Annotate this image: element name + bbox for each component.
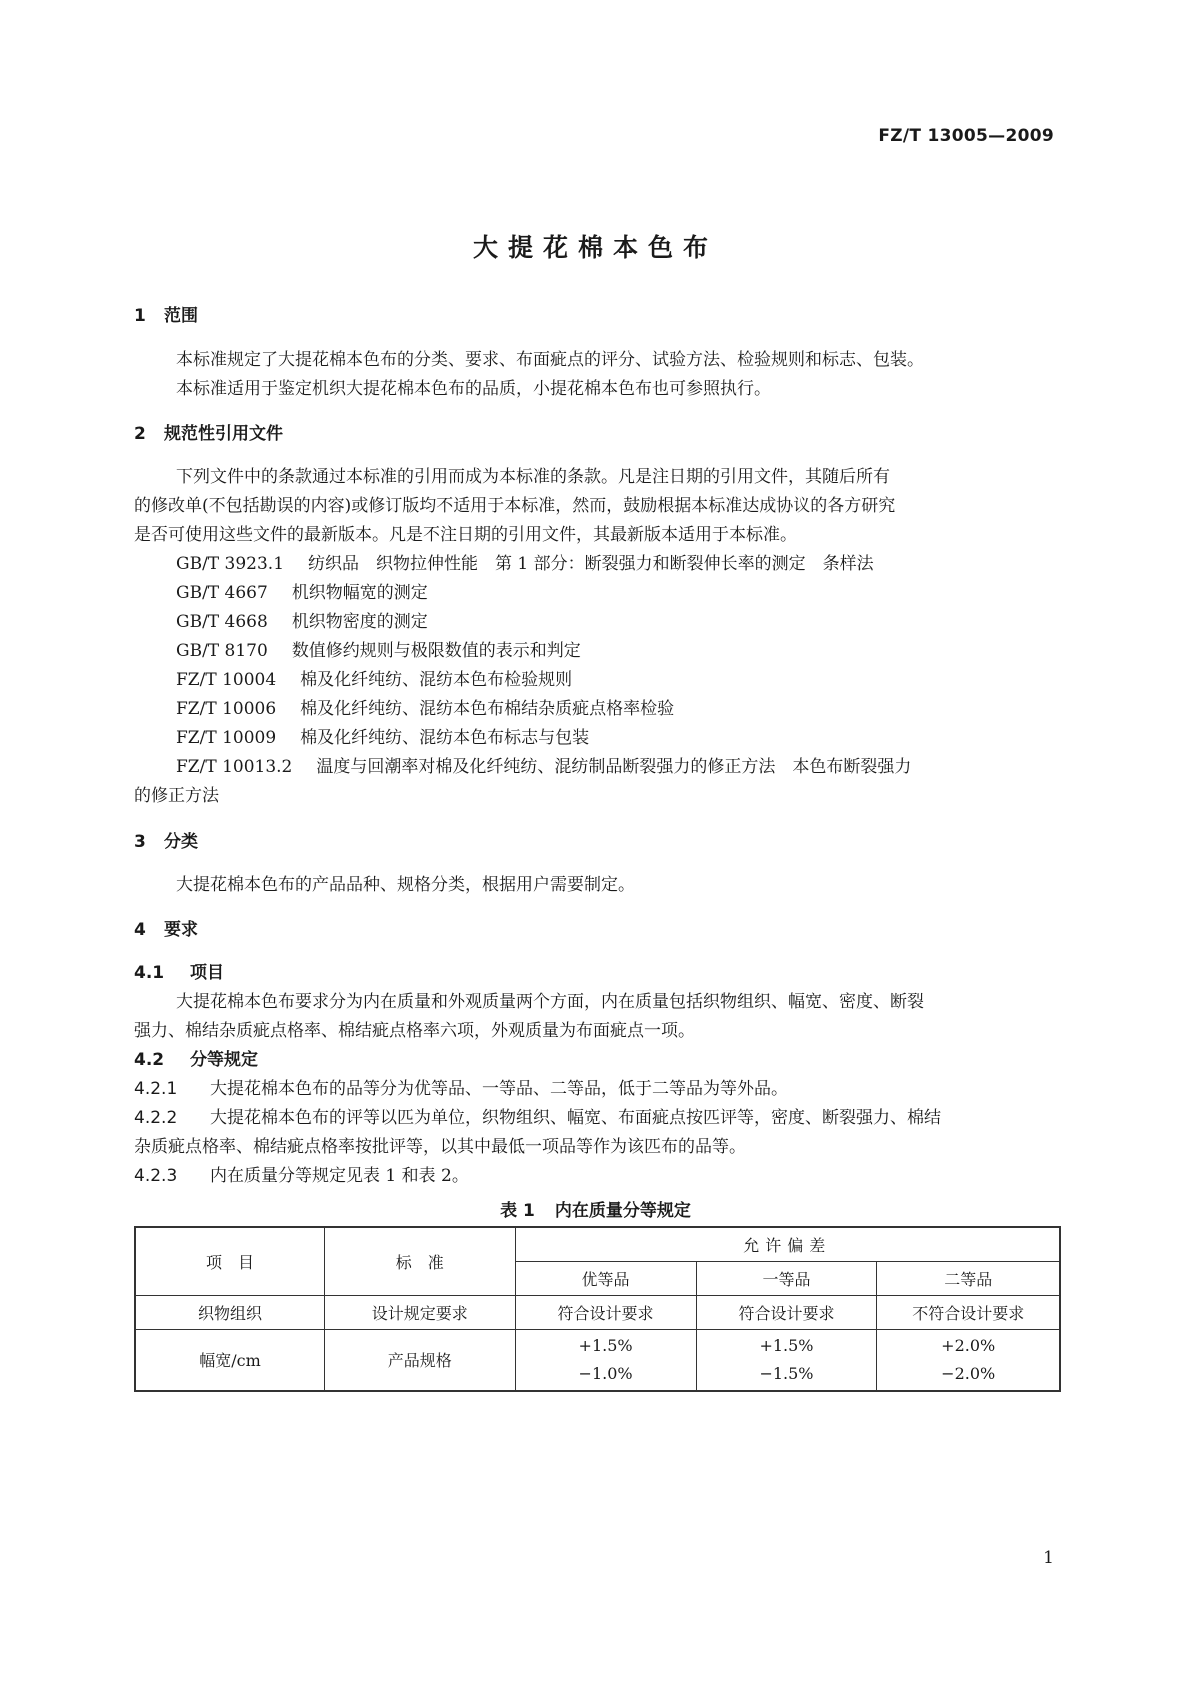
reference-code: FZ/T 10013.2	[176, 757, 293, 777]
header-grade-premium: 优等品	[515, 1261, 696, 1295]
table-title: 内在质量分等规定	[554, 1201, 691, 1221]
reference-title: 纺织品 织物拉伸性能 第 1 部分：断裂强力和断裂伸长率的测定 条样法	[308, 554, 874, 574]
tolerance-lower: −1.0%	[578, 1363, 633, 1383]
clause-4-2-2	[134, 1108, 1054, 1128]
subsection-title: 项目	[190, 963, 224, 983]
reference-item	[176, 757, 1096, 777]
paragraph: 大提花棉本色布的产品品种、规格分类，根据用户需要制定。	[176, 875, 635, 895]
reference-code: GB/T 8170	[176, 641, 268, 661]
reference-title: 温度与回潮率对棉及化纤纯纺、混纺制品断裂强力的修正方法 本色布断裂强力	[316, 757, 912, 777]
reference-item	[176, 583, 1096, 603]
section-number: 3	[134, 832, 146, 852]
paragraph: 的修改单(不包括勘误的内容)或修订版均不适用于本标准，然而，鼓励根据本标准达成协议的各方研究	[134, 496, 896, 516]
paragraph: 本标准规定了大提花棉本色布的分类、要求、布面疵点的评分、试验方法、检验规则和标志、包装。	[176, 350, 924, 370]
subsection-4-2-heading	[134, 1050, 1054, 1070]
header-grade-first: 一等品	[696, 1261, 877, 1295]
cell-value: 不符合设计要求	[877, 1295, 1060, 1329]
section-title: 范围	[164, 306, 198, 326]
reference-title: 棉及化纤纯纺、混纺本色布棉结杂质疵点格率检验	[300, 699, 675, 719]
clause-4-2-3	[134, 1166, 1054, 1186]
clause-text: 大提花棉本色布的评等以匹为单位，织物组织、幅宽、布面疵点按匹评等，密度、断裂强力、棉结	[210, 1108, 941, 1128]
paragraph: 是否可使用这些文件的最新版本。凡是不注日期的引用文件，其最新版本适用于本标准。	[134, 525, 797, 545]
clause-number: 4.2.2	[134, 1108, 178, 1128]
subsection-4-1-heading	[134, 963, 1054, 983]
cell-standard: 设计规定要求	[325, 1295, 516, 1329]
clause-text-continuation: 杂质疵点格率、棉结疵点格率按批评等，以其中最低一项品等作为该匹布的品等。	[134, 1137, 746, 1157]
standard-number: FZ/T 13005—2009	[878, 126, 1054, 146]
cell-standard: 产品规格	[325, 1329, 516, 1391]
header-tolerance: 允许偏差	[515, 1227, 1060, 1261]
reference-title: 机织物幅宽的测定	[291, 583, 428, 603]
section-3-heading	[134, 832, 1054, 852]
reference-item	[176, 699, 1096, 719]
table-row	[135, 1295, 1060, 1329]
table-number: 表 1	[500, 1201, 535, 1221]
clause-number: 4.2.3	[134, 1166, 178, 1186]
reference-item	[176, 612, 1096, 632]
section-4-heading	[134, 920, 1054, 940]
section-title: 分类	[164, 832, 198, 852]
subsection-title: 分等规定	[190, 1050, 258, 1070]
tolerance-upper: +1.5%	[578, 1335, 633, 1355]
paragraph: 大提花棉本色布要求分为内在质量和外观质量两个方面，内在质量包括织物组织、幅宽、密度、断裂	[176, 992, 924, 1012]
reference-item	[176, 728, 1096, 748]
reference-title: 机织物密度的测定	[291, 612, 428, 632]
section-title: 要求	[164, 920, 198, 940]
cell-value: 符合设计要求	[696, 1295, 877, 1329]
reference-code: GB/T 4668	[176, 612, 268, 632]
table-caption	[0, 1196, 1191, 1221]
header-grade-second: 二等品	[877, 1261, 1060, 1295]
reference-continuation: 的修正方法	[134, 786, 219, 806]
clause-4-2-1	[134, 1079, 1054, 1099]
reference-title: 棉及化纤纯纺、混纺本色布检验规则	[300, 670, 573, 690]
paragraph: 强力、棉结杂质疵点格率、棉结疵点格率六项，外观质量为布面疵点一项。	[134, 1021, 695, 1041]
reference-item	[176, 641, 1096, 661]
subsection-number: 4.2	[134, 1050, 165, 1070]
section-number: 1	[134, 306, 146, 326]
section-number: 4	[134, 920, 146, 940]
reference-title: 棉及化纤纯纺、混纺本色布标志与包装	[300, 728, 590, 748]
clause-text: 大提花棉本色布的品等分为优等品、一等品、二等品，低于二等品为等外品。	[210, 1079, 788, 1099]
tolerance-upper: +1.5%	[759, 1335, 814, 1355]
quality-grading-table	[134, 1226, 1061, 1392]
header-standard: 标 准	[325, 1227, 516, 1295]
cell-value	[515, 1329, 696, 1391]
reference-item	[176, 554, 1096, 574]
document-title: 大提花棉本色布	[472, 233, 718, 262]
section-1-heading	[134, 306, 1054, 326]
reference-title: 数值修约规则与极限数值的表示和判定	[291, 641, 581, 661]
tolerance-lower: −2.0%	[941, 1363, 996, 1383]
clause-number: 4.2.1	[134, 1079, 178, 1099]
reference-code: GB/T 3923.1	[176, 554, 285, 574]
cell-value	[877, 1329, 1060, 1391]
section-title: 规范性引用文件	[164, 424, 283, 444]
reference-code: FZ/T 10004	[176, 670, 277, 690]
cell-item: 幅宽/cm	[135, 1329, 325, 1391]
paragraph: 下列文件中的条款通过本标准的引用而成为本标准的条款。凡是注日期的引用文件，其随后所有	[176, 467, 890, 487]
header-item: 项 目	[135, 1227, 325, 1295]
section-2-heading	[134, 424, 1054, 444]
paragraph: 本标准适用于鉴定机织大提花棉本色布的品质，小提花棉本色布也可参照执行。	[176, 379, 771, 399]
reference-item	[176, 670, 1096, 690]
tolerance-upper: +2.0%	[941, 1335, 996, 1355]
subsection-number: 4.1	[134, 963, 165, 983]
tolerance-lower: −1.5%	[759, 1363, 814, 1383]
reference-code: FZ/T 10006	[176, 699, 277, 719]
reference-code: GB/T 4667	[176, 583, 268, 603]
table-row	[135, 1329, 1060, 1391]
page-number: 1	[1043, 1548, 1054, 1568]
cell-item: 织物组织	[135, 1295, 325, 1329]
cell-value	[696, 1329, 877, 1391]
clause-text: 内在质量分等规定见表 1 和表 2。	[210, 1166, 469, 1186]
cell-value: 符合设计要求	[515, 1295, 696, 1329]
reference-code: FZ/T 10009	[176, 728, 277, 748]
section-number: 2	[134, 424, 146, 444]
